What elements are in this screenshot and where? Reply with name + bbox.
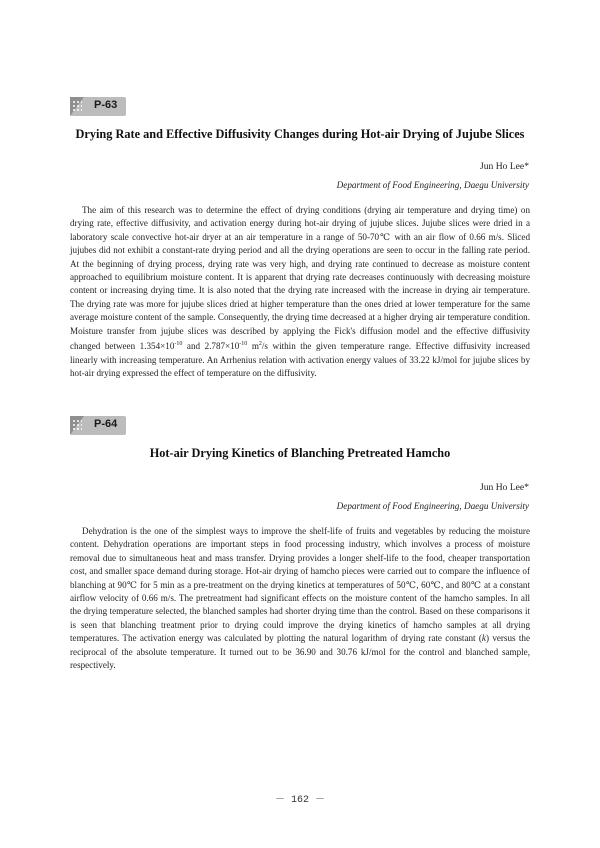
exponent: 2 — [258, 341, 262, 348]
badge-dot-pattern-icon — [72, 100, 82, 112]
abstract-paragraph — [70, 204, 530, 380]
author-affiliation: Department of Food Engineering, Daegu University — [336, 180, 529, 190]
badge-label: P-63 — [94, 99, 118, 111]
exponent: -10 — [174, 341, 183, 348]
author-name: Jun Ho Lee* — [479, 482, 529, 493]
variable-symbol: k — [481, 633, 486, 644]
abstract-text: The aim of this research was to determine the effect of drying conditions (drying air temperature and drying time) on drying rate, effective diffusivity, and activation energy during hot-air drying of jujube slices. Jujube slices were dried in a laboratory scale convective hot-air dryer at an air temperature in a range of 50-70℃ with an air flow of 0.66 m/s. Sliced jujubes did not exhibit a constant-rate drying period and all the drying operations are seen to occur in the falling rate period. At the beginning of drying process, drying rate was very high, and drying rate continued to decrease as moisture content approached to equilibrium moisture content. It is apparent that drying rate decreases continuously with decreasing moisture content or increasing drying time. It is also noted that the drying rate increased with the increase in drying air temperature. The drying rate was more for jujube slices dried at higher temperature than the ones dried at lower temperature for the same average moisture content of the sample. Consequently, the drying time decreased at a higher drying air temperature condition. Moisture transfer from jujube slices was described by applying the Fick's diffusion model and the effective diffusivity changed between 1.354×10 — [70, 205, 530, 352]
author-name: Jun Ho Lee* — [479, 161, 529, 172]
abstract-text: /s within the given temperature range. Effective diffusivity increased linearly with increasing temperature. An Arrhenius relation with activation energy values of 33.22 kJ/mol for jujube slices by hot-air drying expressed the effect of temperature on the diffusivity. — [70, 341, 530, 378]
exponent: -10 — [239, 341, 248, 348]
abstract-text: ) versus the reciprocal of the absolute temperature. It turned out to be 36.90 and 30.76 kJ/mol for the control and blanched sample, respectively. — [70, 633, 530, 671]
page-number: － 162 － — [274, 795, 325, 806]
paper-title: Hot-air Drying Kinetics of Blanching Pretreated Hamcho — [149, 446, 451, 460]
paper-title: Drying Rate and Effective Diffusivity Changes during Hot-air Drying of Jujube Slices — [75, 127, 525, 141]
author-affiliation: Department of Food Engineering, Daegu University — [336, 501, 529, 511]
badge-dot-pattern-icon — [72, 419, 82, 431]
abstract-paragraph — [70, 525, 530, 672]
section-badge — [70, 416, 126, 435]
abstract-text: m — [247, 341, 259, 352]
abstract-text: Dehydration is the one of the simplest ways to improve the shelf-life of fruits and vegetables by reducing the moisture content. Dehydration operations are important steps in food processing industry, which involves a process of moisture removal due to simultaneous heat and mass transfer. Drying provides a longer shelf-life to the food, cheaper transportation cost, and smaller space demand during storage. Hot-air drying of hamcho pieces were carried out to compare the influence of blanching at 90℃ for 5 min as a pre-treatment on the drying kinetics at temperatures of 50℃, 60℃, and 80℃ at a constant airflow velocity of 0.66 m/s. The pretreatment had significant effects on the moisture content of the hamcho samples. In all the drying temperature selected, the blanched samples had shorter drying time than the control. Based on these comparisons it is seen that blanching treatment prior to drying could improve the drying kinetics of hamcho samples at all drying temperatures. The activation energy was calculated by plotting the natural logarithm of drying rate constant ( — [70, 526, 530, 644]
abstract-text: and 2.787×10 — [182, 341, 240, 352]
section-badge — [70, 97, 126, 116]
badge-label: P-64 — [94, 418, 118, 430]
